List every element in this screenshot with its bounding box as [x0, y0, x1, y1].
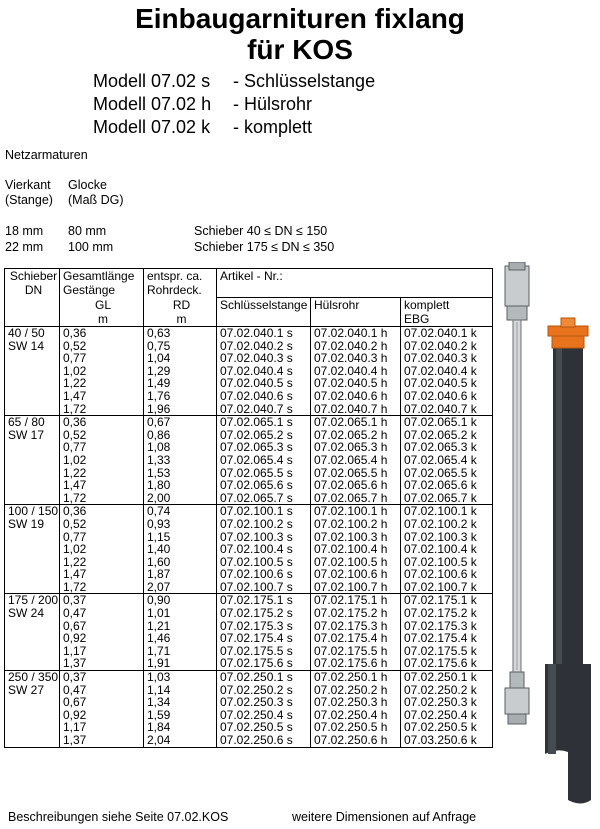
col-header-rd: RD — [144, 298, 217, 313]
rd-cell: 1,84 — [144, 721, 217, 734]
dn-spacer — [5, 377, 60, 390]
gl-cell: 1,17 — [60, 645, 144, 658]
huelsrohr-cell: 07.02.065.5 h — [311, 467, 401, 480]
schluesselstange-cell: 07.02.175.4 s — [217, 632, 311, 645]
rd-cell: 1,21 — [144, 620, 217, 633]
rd-cell: 1,59 — [144, 709, 217, 722]
huelsrohr-cell: 07.02.175.4 h — [311, 632, 401, 645]
huelsrohr-cell: 07.02.065.2 h — [311, 429, 401, 442]
gl-cell: 0,36 — [60, 327, 144, 340]
table-header-row — [5, 269, 493, 284]
rd-cell: 1,03 — [144, 671, 217, 684]
komplett-cell: 07.02.040.1 k — [401, 327, 493, 340]
rd-cell: 0,86 — [144, 429, 217, 442]
gl-cell: 1,47 — [60, 479, 144, 492]
huelsrohr-cell: 07.02.250.5 h — [311, 721, 401, 734]
table-row — [5, 607, 493, 620]
dim-schieber: Schieber 175 ≤ DN ≤ 350 — [194, 240, 335, 254]
gl-cell: 0,92 — [60, 632, 144, 645]
dim-glocke: 100 mm — [68, 240, 114, 254]
schluesselstange-cell: 07.02.250.1 s — [217, 671, 311, 684]
rd-cell: 1,87 — [144, 568, 217, 581]
schluesselstange-cell: 07.02.040.4 s — [217, 365, 311, 378]
huelsrohr-cell: 07.02.100.3 h — [311, 531, 401, 544]
glocke-label: Glocke — [68, 178, 107, 192]
gl-cell: 0,36 — [60, 416, 144, 429]
dn-spacer — [5, 696, 60, 709]
dn-spacer — [5, 365, 60, 378]
table-row — [5, 390, 493, 403]
rd-cell: 0,63 — [144, 327, 217, 340]
huelsrohr-cell: 07.02.040.7 h — [311, 403, 401, 416]
gl-cell: 1,02 — [60, 543, 144, 556]
rd-cell: 1,40 — [144, 543, 217, 556]
rd-cell: 0,74 — [144, 505, 217, 518]
huelsrohr-cell: 07.02.175.5 h — [311, 645, 401, 658]
schluesselstange-cell: 07.02.100.5 s — [217, 556, 311, 569]
komplett-cell: 07.02.040.3 k — [401, 352, 493, 365]
huelsrohr-cell: 07.02.065.3 h — [311, 441, 401, 454]
huelsrohr-cell: 07.02.250.2 h — [311, 684, 401, 697]
orange-cap-illustration — [548, 318, 588, 348]
gl-cell: 0,67 — [60, 696, 144, 709]
rd-cell: 1,33 — [144, 454, 217, 467]
huelsrohr-cell: 07.02.100.7 h — [311, 581, 401, 594]
gl-cell: 1,17 — [60, 721, 144, 734]
model-desc: - komplett — [233, 117, 313, 137]
table-row — [5, 518, 493, 531]
komplett-cell: 07.02.065.3 k — [401, 441, 493, 454]
col-header-artikel: Artikel - Nr.: — [217, 269, 493, 284]
footer-reference: Beschreibungen siehe Seite 07.02.KOS — [8, 810, 229, 824]
gl-cell: 1,72 — [60, 492, 144, 505]
komplett-cell: 07.02.250.4 k — [401, 709, 493, 722]
sw-cell: SW 24 — [5, 607, 60, 620]
rd-cell: 1,15 — [144, 531, 217, 544]
col-header-gesamtlaenge: Gesamtlänge — [60, 269, 144, 284]
table-row — [5, 657, 493, 670]
gl-cell: 1,72 — [60, 581, 144, 594]
komplett-cell: 07.02.040.7 k — [401, 403, 493, 416]
gl-cell: 1,02 — [60, 365, 144, 378]
komplett-cell: 07.02.100.7 k — [401, 581, 493, 594]
sw-cell: SW 27 — [5, 684, 60, 697]
vierkant-sublabel: (Stange) — [5, 193, 53, 207]
komplett-cell: 07.02.065.2 k — [401, 429, 493, 442]
schluesselstange-cell: 07.02.250.3 s — [217, 696, 311, 709]
gl-cell: 0,52 — [60, 429, 144, 442]
gl-cell: 1,47 — [60, 568, 144, 581]
rd-cell: 1,91 — [144, 657, 217, 670]
gl-cell: 1,37 — [60, 657, 144, 670]
glocke-sublabel: (Maß DG) — [68, 193, 124, 207]
table-row — [5, 479, 493, 492]
gl-cell: 0,52 — [60, 518, 144, 531]
schluesselstange-cell: 07.02.100.6 s — [217, 568, 311, 581]
schluesselstange-cell: 07.02.250.2 s — [217, 684, 311, 697]
gl-cell: 0,37 — [60, 671, 144, 684]
komplett-cell: 07.02.040.2 k — [401, 340, 493, 353]
table-row — [5, 327, 493, 340]
huelsrohr-cell: 07.02.040.3 h — [311, 352, 401, 365]
gl-cell: 0,47 — [60, 684, 144, 697]
rd-cell: 1,60 — [144, 556, 217, 569]
schluesselstange-cell: 07.02.065.1 s — [217, 416, 311, 429]
dn-cell: 40 / 50 — [5, 327, 60, 340]
schluesselstange-cell: 07.02.065.3 s — [217, 441, 311, 454]
table-row — [5, 352, 493, 365]
dim-vierkant: 22 mm — [5, 240, 44, 254]
table-row — [5, 734, 493, 747]
sleeve-pipe-illustration — [545, 340, 591, 804]
dim-glocke: 80 mm — [68, 224, 107, 238]
rd-cell: 1,96 — [144, 403, 217, 416]
dn-spacer — [5, 390, 60, 403]
page-title: Einbaugarnituren fixlang — [135, 3, 465, 34]
article-table — [4, 268, 493, 748]
komplett-cell: 07.02.100.1 k — [401, 505, 493, 518]
huelsrohr-cell: 07.02.065.4 h — [311, 454, 401, 467]
schluesselstange-cell: 07.02.065.4 s — [217, 454, 311, 467]
komplett-cell: 07.02.065.4 k — [401, 454, 493, 467]
rd-cell: 0,67 — [144, 416, 217, 429]
rd-cell: 1,08 — [144, 441, 217, 454]
rd-cell: 1,76 — [144, 390, 217, 403]
gl-cell: 1,72 — [60, 403, 144, 416]
rd-cell: 0,93 — [144, 518, 217, 531]
komplett-cell: 07.03.250.6 k — [401, 734, 493, 747]
dn-spacer — [5, 657, 60, 670]
col-header-entspr: entspr. ca. — [144, 269, 217, 284]
schluesselstange-cell: 07.02.100.1 s — [217, 505, 311, 518]
dn-cell: 65 / 80 — [5, 416, 60, 429]
table-header-row — [5, 298, 493, 313]
col-header-gestaenge: Gestänge — [60, 283, 144, 298]
komplett-cell: 07.02.250.2 k — [401, 684, 493, 697]
gl-cell: 1,22 — [60, 556, 144, 569]
gl-cell: 1,22 — [60, 467, 144, 480]
gl-cell: 1,47 — [60, 390, 144, 403]
col-header-gl: GL — [60, 298, 144, 313]
model-line — [93, 116, 312, 138]
sw-cell: SW 19 — [5, 518, 60, 531]
komplett-cell: 07.02.250.1 k — [401, 671, 493, 684]
key-rod-illustration — [505, 262, 529, 724]
dn-cell: 250 / 350 — [5, 671, 60, 684]
rd-cell: 1,29 — [144, 365, 217, 378]
huelsrohr-cell: 07.02.065.7 h — [311, 492, 401, 505]
dn-spacer — [5, 645, 60, 658]
dn-cell: 175 / 200 — [5, 594, 60, 607]
dim-vierkant: 18 mm — [5, 224, 44, 238]
dn-cell: 100 / 150 — [5, 505, 60, 518]
komplett-cell: 07.02.100.5 k — [401, 556, 493, 569]
table-row — [5, 454, 493, 467]
model-name: Modell 07.02 h — [93, 94, 212, 114]
gl-cell: 0,77 — [60, 531, 144, 544]
gl-cell: 0,92 — [60, 709, 144, 722]
schluesselstange-cell: 07.02.065.5 s — [217, 467, 311, 480]
komplett-cell: 07.02.100.3 k — [401, 531, 493, 544]
table-row — [5, 696, 493, 709]
huelsrohr-cell: 07.02.040.6 h — [311, 390, 401, 403]
sw-cell: SW 17 — [5, 429, 60, 442]
komplett-cell: 07.02.100.4 k — [401, 543, 493, 556]
schluesselstange-cell: 07.02.040.7 s — [217, 403, 311, 416]
komplett-cell: 07.02.040.6 k — [401, 390, 493, 403]
huelsrohr-cell: 07.02.250.4 h — [311, 709, 401, 722]
model-name: Modell 07.02 k — [93, 117, 211, 137]
col-header-dn: DN — [5, 283, 60, 298]
rd-cell: 0,90 — [144, 594, 217, 607]
table-row — [5, 403, 493, 416]
schluesselstange-cell: 07.02.100.7 s — [217, 581, 311, 594]
komplett-cell: 07.02.100.6 k — [401, 568, 493, 581]
huelsrohr-cell: 07.02.175.6 h — [311, 657, 401, 670]
dn-spacer — [5, 734, 60, 747]
rd-cell: 1,01 — [144, 607, 217, 620]
komplett-cell: 07.02.250.3 k — [401, 696, 493, 709]
gl-cell: 0,47 — [60, 607, 144, 620]
komplett-cell: 07.02.040.5 k — [401, 377, 493, 390]
huelsrohr-cell: 07.02.250.6 h — [311, 734, 401, 747]
dn-spacer — [5, 620, 60, 633]
col-header-unit-m: m — [60, 312, 144, 327]
rd-cell: 1,46 — [144, 632, 217, 645]
gl-cell: 0,77 — [60, 352, 144, 365]
komplett-cell: 07.02.175.3 k — [401, 620, 493, 633]
komplett-cell: 07.02.175.5 k — [401, 645, 493, 658]
rd-cell: 1,14 — [144, 684, 217, 697]
table-row — [5, 492, 493, 505]
schluesselstange-cell: 07.02.175.1 s — [217, 594, 311, 607]
dn-spacer — [5, 568, 60, 581]
komplett-cell: 07.02.175.4 k — [401, 632, 493, 645]
schluesselstange-cell: 07.02.100.2 s — [217, 518, 311, 531]
dim-schieber: Schieber 40 ≤ DN ≤ 150 — [194, 224, 328, 238]
col-header-ebg: EBG — [401, 312, 493, 327]
komplett-cell: 07.02.065.5 k — [401, 467, 493, 480]
dn-spacer — [5, 403, 60, 416]
section-label: Netzarmaturen — [5, 148, 88, 162]
huelsrohr-cell: 07.02.175.3 h — [311, 620, 401, 633]
col-header-unit-m: m — [144, 312, 217, 327]
table-row — [5, 581, 493, 594]
rd-cell: 1,80 — [144, 479, 217, 492]
schluesselstange-cell: 07.02.175.3 s — [217, 620, 311, 633]
huelsrohr-cell: 07.02.065.1 h — [311, 416, 401, 429]
model-name: Modell 07.02 s — [93, 71, 211, 91]
dn-spacer — [5, 352, 60, 365]
huelsrohr-cell: 07.02.040.2 h — [311, 340, 401, 353]
dn-spacer — [5, 556, 60, 569]
installation-set-illustration — [495, 262, 600, 807]
komplett-cell: 07.02.250.5 k — [401, 721, 493, 734]
table-header-row — [5, 312, 493, 327]
huelsrohr-cell: 07.02.100.4 h — [311, 543, 401, 556]
sw-cell: SW 14 — [5, 340, 60, 353]
col-header-rohrdeck: Rohrdeck. — [144, 283, 217, 298]
huelsrohr-cell: 07.02.100.1 h — [311, 505, 401, 518]
gl-cell: 1,02 — [60, 454, 144, 467]
komplett-cell: 07.02.175.6 k — [401, 657, 493, 670]
komplett-cell: 07.02.175.2 k — [401, 607, 493, 620]
huelsrohr-cell: 07.02.040.5 h — [311, 377, 401, 390]
col-header-komplett: komplett — [401, 298, 493, 313]
table-row — [5, 568, 493, 581]
table-row — [5, 543, 493, 556]
schluesselstange-cell: 07.02.040.2 s — [217, 340, 311, 353]
komplett-cell: 07.02.065.6 k — [401, 479, 493, 492]
schluesselstange-cell: 07.02.040.5 s — [217, 377, 311, 390]
dn-spacer — [5, 467, 60, 480]
rd-cell: 1,04 — [144, 352, 217, 365]
gl-cell: 0,67 — [60, 620, 144, 633]
table-row — [5, 632, 493, 645]
schluesselstange-cell: 07.02.100.3 s — [217, 531, 311, 544]
dn-spacer — [5, 441, 60, 454]
gl-cell: 1,22 — [60, 377, 144, 390]
huelsrohr-cell: 07.02.040.4 h — [311, 365, 401, 378]
komplett-cell: 07.02.100.2 k — [401, 518, 493, 531]
huelsrohr-cell: 07.02.100.2 h — [311, 518, 401, 531]
table-row — [5, 416, 493, 429]
gl-cell: 0,36 — [60, 505, 144, 518]
col-header-schluesselstange: Schlüsselstange — [217, 298, 311, 313]
huelsrohr-cell: 07.02.100.5 h — [311, 556, 401, 569]
komplett-cell: 07.02.065.1 k — [401, 416, 493, 429]
gl-cell: 1,37 — [60, 734, 144, 747]
schluesselstange-cell: 07.02.250.4 s — [217, 709, 311, 722]
huelsrohr-cell: 07.02.175.2 h — [311, 607, 401, 620]
schluesselstange-cell: 07.02.065.7 s — [217, 492, 311, 505]
table-row — [5, 505, 493, 518]
gl-cell: 0,77 — [60, 441, 144, 454]
schluesselstange-cell: 07.02.040.3 s — [217, 352, 311, 365]
table-row — [5, 671, 493, 684]
dn-spacer — [5, 492, 60, 505]
schluesselstange-cell: 07.02.175.2 s — [217, 607, 311, 620]
vierkant-label: Vierkant — [5, 178, 51, 192]
model-line — [93, 70, 375, 92]
schluesselstange-cell: 07.02.250.5 s — [217, 721, 311, 734]
gl-cell: 0,37 — [60, 594, 144, 607]
huelsrohr-cell: 07.02.175.1 h — [311, 594, 401, 607]
dn-spacer — [5, 709, 60, 722]
huelsrohr-cell: 07.02.040.1 h — [311, 327, 401, 340]
huelsrohr-cell: 07.02.250.1 h — [311, 671, 401, 684]
dn-spacer — [5, 632, 60, 645]
rd-cell: 1,49 — [144, 377, 217, 390]
huelsrohr-cell: 07.02.100.6 h — [311, 568, 401, 581]
col-header-huelsrohr: Hülsrohr — [311, 298, 401, 313]
col-header-schieber: Schieber — [5, 269, 60, 284]
header-spacer — [217, 283, 493, 298]
schluesselstange-cell: 07.02.250.6 s — [217, 734, 311, 747]
huelsrohr-cell: 07.02.250.3 h — [311, 696, 401, 709]
table-body — [5, 327, 493, 748]
komplett-cell: 07.02.175.1 k — [401, 594, 493, 607]
dn-spacer — [5, 531, 60, 544]
model-line — [93, 93, 312, 115]
dn-spacer — [5, 543, 60, 556]
komplett-cell: 07.02.040.4 k — [401, 365, 493, 378]
schluesselstange-cell: 07.02.175.5 s — [217, 645, 311, 658]
schluesselstange-cell: 07.02.065.6 s — [217, 479, 311, 492]
rd-cell: 1,71 — [144, 645, 217, 658]
rd-cell: 1,53 — [144, 467, 217, 480]
rd-cell: 0,75 — [144, 340, 217, 353]
schluesselstange-cell: 07.02.040.6 s — [217, 390, 311, 403]
rd-cell: 2,07 — [144, 581, 217, 594]
huelsrohr-cell: 07.02.065.6 h — [311, 479, 401, 492]
dn-spacer — [5, 581, 60, 594]
schluesselstange-cell: 07.02.040.1 s — [217, 327, 311, 340]
dn-spacer — [5, 721, 60, 734]
footer-note: weitere Dimensionen auf Anfrage — [292, 810, 477, 824]
table-header-row — [5, 283, 493, 298]
gl-cell: 0,52 — [60, 340, 144, 353]
rd-cell: 1,34 — [144, 696, 217, 709]
page-subtitle: für KOS — [247, 34, 353, 65]
dn-spacer — [5, 454, 60, 467]
schluesselstange-cell: 07.02.065.2 s — [217, 429, 311, 442]
schluesselstange-cell: 07.02.175.6 s — [217, 657, 311, 670]
schluesselstange-cell: 07.02.100.4 s — [217, 543, 311, 556]
rd-cell: 2,04 — [144, 734, 217, 747]
model-desc: - Schlüsselstange — [233, 71, 376, 91]
model-desc: - Hülsrohr — [233, 94, 313, 114]
rd-cell: 2,00 — [144, 492, 217, 505]
komplett-cell: 07.02.065.7 k — [401, 492, 493, 505]
dn-spacer — [5, 479, 60, 492]
